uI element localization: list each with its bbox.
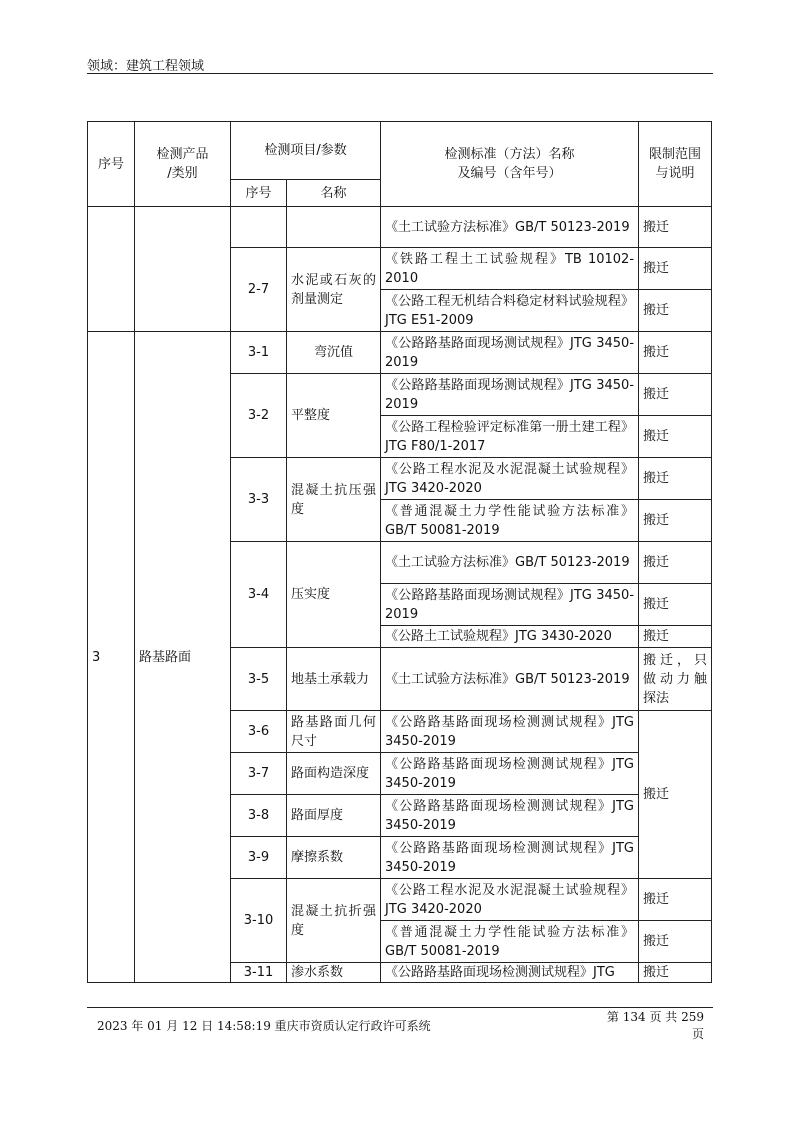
item-name: 地基土承载力 [287,648,381,711]
head-items: 检测项目/参数 [231,122,381,180]
limit-cell: 搬迁 [639,416,712,458]
item-name: 路面厚度 [287,795,381,837]
standard-cell: 《公路路基路面现场检测测试规程》JTG 3450-2019 [381,795,639,837]
item-seq: 3-10 [231,879,287,963]
head-limit: 限制范围 与说明 [639,122,712,207]
item-name: 压实度 [287,542,381,648]
footer-page-number: 第 134 页 共 259 页 [606,1010,704,1041]
standard-cell: 《公路路基路面现场检测测试规程》JTG 3450-2019 [381,837,639,879]
cont-seq-blank [88,207,135,332]
limit-cell: 搬迁，只做动力触探法 [639,648,712,711]
item-name: 摩擦系数 [287,837,381,879]
page-header-domain: 领域：建筑工程领域 [87,59,205,74]
limit-cell: 搬迁 [639,290,712,332]
standard-cell: 《公路路基路面现场测试规程》JTG 3450-2019 [381,584,639,626]
item-seq: 2-7 [231,248,287,332]
limit-cell: 搬迁 [639,248,712,290]
cont-sub-name-blank [287,207,381,248]
limit-cell: 搬迁 [639,374,712,416]
standard-cell: 《土工试验方法标准》GB/T 50123-2019 [381,648,639,711]
standard-cell: 《公路工程无机结合料稳定材料试验规程》JTG E51-2009 [381,290,639,332]
item-name: 弯沉值 [287,332,381,374]
footer-timestamp: 2023 年 01 月 12 日 14:58:19 重庆市资质认定行政许可系统 [97,1019,431,1033]
standard-cell: 《普通混凝土力学性能试验方法标准》GB/T 50081-2019 [381,500,639,542]
cont-sub-seq-blank [231,207,287,248]
limit-cell: 搬迁 [639,584,712,626]
standard-cell: 《公路路基路面现场检测测试规程》JTG 3450-2019 [381,753,639,795]
header-rule [87,73,713,74]
item-seq: 3-2 [231,374,287,458]
group-seq: 3 [88,332,135,983]
limit-cell: 搬迁 [639,542,712,584]
item-seq: 3-1 [231,332,287,374]
item-seq: 3-6 [231,711,287,753]
limit-cell: 搬迁 [639,879,712,921]
standard-cell: 《公路工程水泥及水泥混凝土试验规程》JTG 3420-2020 [381,879,639,921]
item-seq: 3-3 [231,458,287,542]
group-category: 路基路面 [135,332,231,983]
head-sub-seq: 序号 [231,180,287,207]
limit-cell: 搬迁 [639,626,712,648]
item-seq: 3-9 [231,837,287,879]
head-sub-name: 名称 [287,180,381,207]
standard-cell: 《铁路工程土工试验规程》TB 10102-2010 [381,248,639,290]
item-name: 混凝土抗折强度 [287,879,381,963]
standard-cell: 《土工试验方法标准》GB/T 50123-2019 [381,207,639,248]
item-name: 渗水系数 [287,963,381,983]
item-seq: 3-11 [231,963,287,983]
item-seq: 3-8 [231,795,287,837]
item-name: 路面构造深度 [287,753,381,795]
standard-cell: 《普通混凝土力学性能试验方法标准》GB/T 50081-2019 [381,921,639,963]
item-seq: 3-4 [231,542,287,648]
head-seq: 序号 [88,122,135,207]
item-name: 混凝土抗压强度 [287,458,381,542]
standard-cell: 《公路路基路面现场测试规程》JTG 3450-2019 [381,332,639,374]
item-name: 路基路面几何尺寸 [287,711,381,753]
limit-cell: 搬迁 [639,963,712,983]
limit-cell-merged: 搬迁 [639,711,712,879]
item-seq: 3-5 [231,648,287,711]
head-standard: 检测标准（方法）名称 及编号（含年号） [381,122,639,207]
standard-cell: 《公路路基路面现场检测测试规程》JTG 3450-2019 [381,711,639,753]
standard-cell: 《公路工程检验评定标准第一册土建工程》JTG F80/1-2017 [381,416,639,458]
head-category: 检测产品 /类别 [135,122,231,207]
limit-cell: 搬迁 [639,207,712,248]
cont-category-blank [135,207,231,332]
limit-cell: 搬迁 [639,500,712,542]
item-name: 平整度 [287,374,381,458]
inspection-table [87,121,712,983]
standard-cell: 《公路路基路面现场检测测试规程》JTG [381,963,639,983]
standard-cell: 《公路路基路面现场测试规程》JTG 3450-2019 [381,374,639,416]
standard-cell: 《公路工程水泥及水泥混凝土试验规程》JTG 3420-2020 [381,458,639,500]
limit-cell: 搬迁 [639,921,712,963]
standard-cell: 《公路土工试验规程》JTG 3430-2020 [381,626,639,648]
limit-cell: 搬迁 [639,332,712,374]
limit-cell: 搬迁 [639,458,712,500]
item-name: 水泥或石灰的剂量测定 [287,248,381,332]
item-seq: 3-7 [231,753,287,795]
standard-cell: 《土工试验方法标准》GB/T 50123-2019 [381,542,639,584]
footer-rule [87,1007,713,1008]
